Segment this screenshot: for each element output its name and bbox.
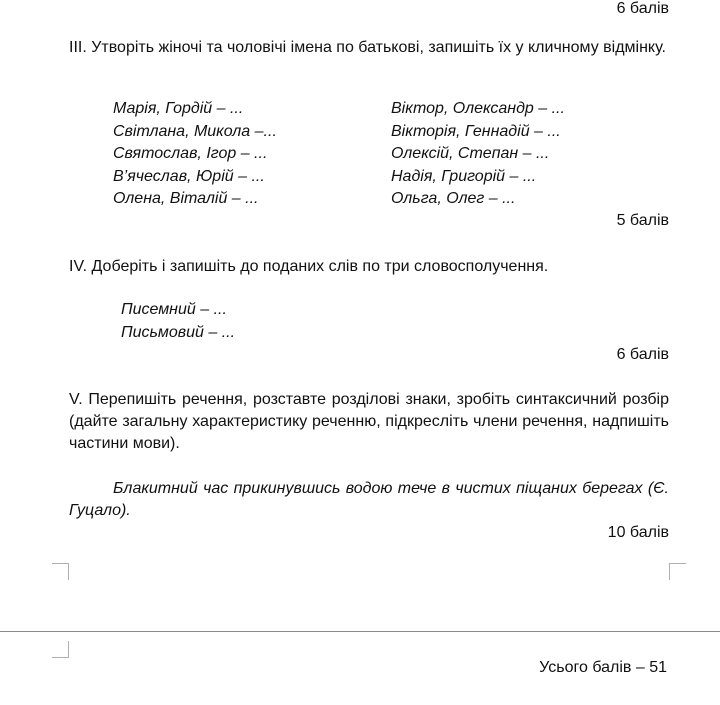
list-item: Святослав, Ігор – ... xyxy=(113,145,268,162)
list-item: Світлана, Микола –... xyxy=(113,122,277,140)
list-item: Надія, Григорій – ... xyxy=(391,167,537,185)
section-3-heading: III. Утворіть жіночі та чоловічі імена по батькові, запишіть їх у кличному відмінку. xyxy=(69,39,666,56)
list-item: Писемний – ... xyxy=(121,301,227,318)
section-4-list xyxy=(121,299,381,345)
section-3-left-list xyxy=(113,98,373,211)
section-3-right-list xyxy=(391,98,651,211)
page-corner-mark xyxy=(52,641,69,658)
section-5-heading: V. Перепишіть речення, розставте розділові знаки, зробіть синтаксичний розбір (дайте загальну характеристику реченню, підкресліть члени речення, надпишіть частини мови). xyxy=(69,391,669,452)
list-item: Ольга, Олег – ... xyxy=(391,190,516,207)
top-score: 6 балів xyxy=(616,0,669,17)
section-3-score: 5 балів xyxy=(616,212,669,229)
list-item: Вікторія, Геннадій – ... xyxy=(391,122,561,140)
section-4-score: 6 балів xyxy=(616,346,669,363)
page-corner-mark xyxy=(52,563,69,580)
list-item: Марія, Гордій – ... xyxy=(113,100,244,117)
section-5-sentence-block xyxy=(69,478,669,522)
section-5-score: 10 балів xyxy=(607,524,669,541)
section-5-sentence: Блакитний час прикинувшись водою тече в чистих піщаних берегах (Є. Гуцало). xyxy=(69,480,669,519)
page-corner-mark xyxy=(669,563,686,580)
list-item: В’ячеслав, Юрій – ... xyxy=(113,167,265,185)
section-4-heading: IV. Доберіть і запишіть до поданих слів по три словосполучення. xyxy=(69,258,549,275)
list-item: Олена, Віталій – ... xyxy=(113,190,259,207)
list-item: Олексій, Степан – ... xyxy=(391,145,550,162)
list-item: Письмовий – ... xyxy=(121,324,236,341)
total-score: Усього балів – 51 xyxy=(539,659,667,676)
page-break-line xyxy=(0,631,720,632)
list-item: Віктор, Олександр – ... xyxy=(391,100,565,117)
